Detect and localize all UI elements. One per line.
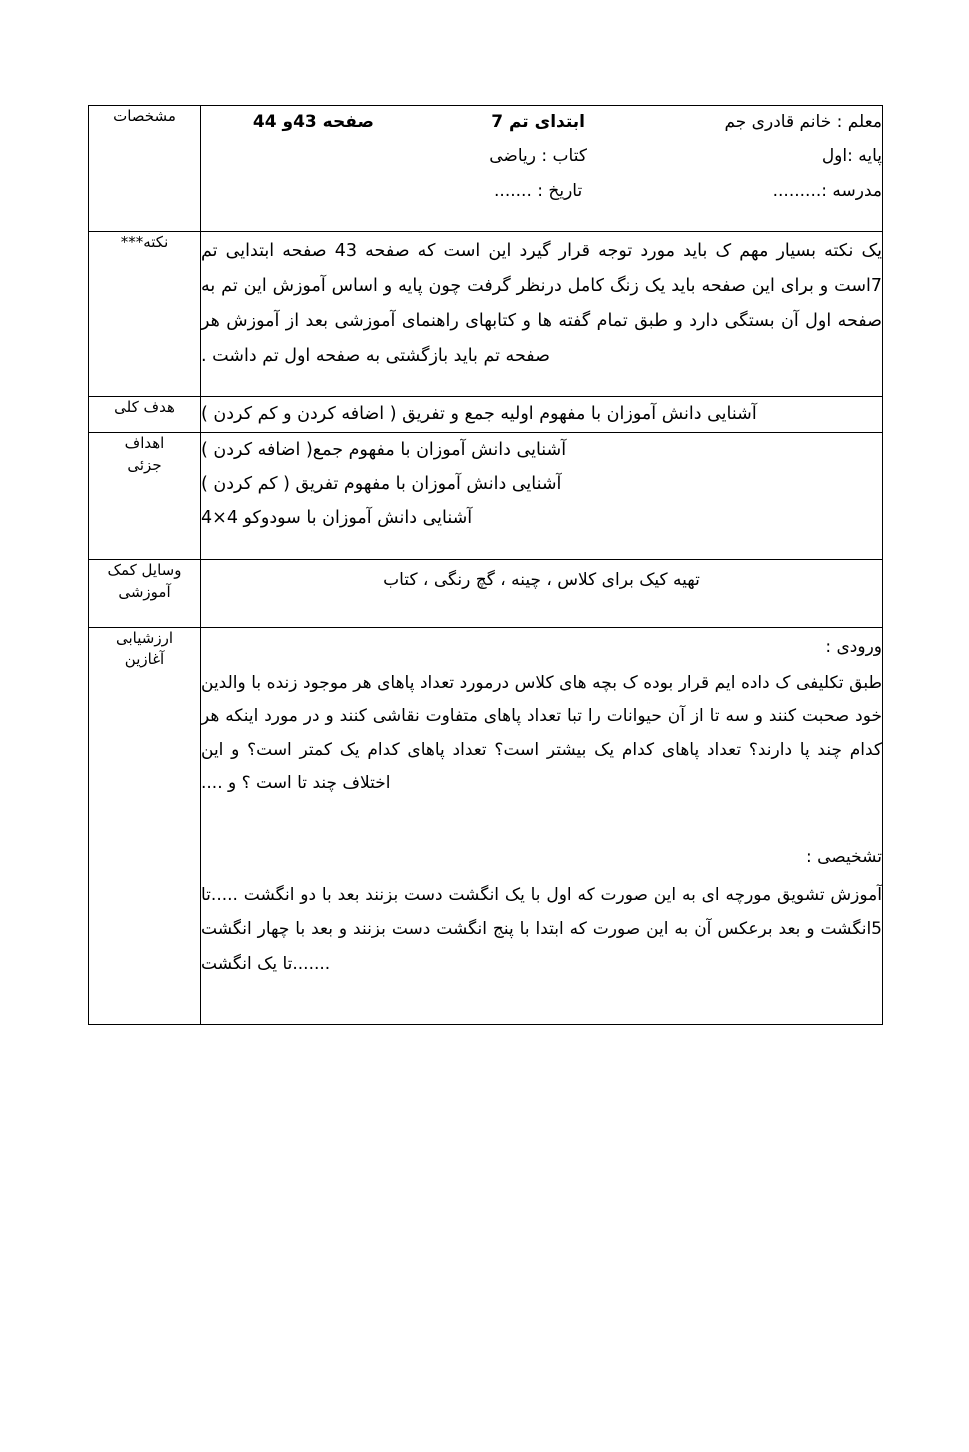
label-line: نکته***	[120, 232, 169, 251]
row-label-initial-evaluation	[89, 627, 201, 1024]
general-goal-text: آشنایی دانش آموزان با مفهوم اولیه جمع و تفریق ( اضافه کردن و کم کردن )	[201, 403, 757, 424]
grade-level: پایه :اول	[821, 146, 882, 167]
page-numbers: صفحه 43و 44	[252, 112, 374, 132]
note-text: یک نکته بسیار مهم ک باید مورد توجه قرار گیرد این است که صفحه 43 صفحه ابتدایی تم 7است و برای این صفحه باید یک زنگ کامل درنظر گرفت چون پایه و اساس آموزش این تم به صفحه اول آن بستگی دارد و طبق تمام گفته ها و کتابهای راهنمای آموزشی بعد از آموزش هر صفحه تم باید بازگشتی به صفحه اول تم داشت .	[201, 240, 882, 366]
teacher-name: معلم : خانم قادری جم	[724, 112, 882, 132]
label-line: جزئی	[127, 455, 162, 474]
teaching-aids-bottom-space	[201, 597, 882, 627]
theme-start: ابتدای تم 7	[491, 112, 585, 132]
objective-item: آشنایی دانش آموزان با مفهوم جمع( اضافه کردن )	[201, 439, 567, 460]
partial-objectives-content-cell	[201, 432, 883, 559]
label-line: وسایل کمک	[107, 561, 182, 580]
label-line: مشخصات	[113, 107, 176, 125]
label-line: اهداف	[124, 433, 165, 452]
row-label-identification	[89, 106, 201, 232]
identification-row-2	[201, 140, 882, 172]
label-line: آغازین	[124, 650, 165, 669]
table-row-initial-evaluation	[89, 627, 883, 1024]
lesson-plan-table	[88, 105, 883, 1025]
table-row-partial-objectives	[89, 432, 883, 559]
label-line: ارزشیابی	[116, 628, 173, 647]
evaluation-entry-text: طبق تکلیفی ک داده ایم قرار بوده ک بچه های کلاس درمورد تعداد پاهای هر موجود زنده با والدین خود صحبت کنند و سه تا از آن حیوانات را تبا تعداد پاهای متفاوت نقاشی کنند و در مورد اینکه هر کدام چند پا دارند؟ تعداد پاهای کدام یک بیشتر است؟ تعداد پاهای کدام یک کمتر است؟ و این اختلاف چند تا است ؟ و ....	[201, 673, 882, 793]
note-bottom-space	[201, 374, 882, 396]
evaluation-section-entry	[201, 628, 882, 800]
table-row-general-goal	[89, 396, 883, 432]
evaluation-diagnostic-text: آموزش تشویق مورچه ای به این صورت که اول با یک انگشت دست بزنند بعد با دو انگشت .....تا 5انگشت و بعد برعکس آن به این صورت که ابتدا با پنج انگشت دست بزنند و بعد با چهار انگشت .......تا یک انگشت	[201, 884, 882, 975]
evaluation-section-diagnostic	[201, 838, 882, 982]
evaluation-diagnostic-heading: تشخیصی :	[805, 846, 882, 867]
table-row-teaching-aids	[89, 560, 883, 627]
row-label-note	[89, 231, 201, 396]
row-label-general-goal	[89, 396, 201, 432]
note-content-cell	[201, 231, 883, 396]
identification-row-3	[201, 175, 882, 207]
initial-evaluation-content-cell	[201, 627, 883, 1024]
book-name: کتاب : ریاضی	[489, 146, 587, 167]
table-row-identification	[89, 106, 883, 232]
teaching-aids-text: تهیه کیک برای کلاس ، چینه ، گچ رنگی ، کتاب	[383, 570, 700, 591]
objectives-bottom-space	[201, 535, 882, 559]
label-line: آموزشی	[118, 583, 171, 602]
objective-item: آشنایی دانش آموزان با سودوکو 4×4	[201, 508, 473, 529]
identification-bottom-space	[201, 209, 882, 231]
evaluation-entry-heading: ورودی :	[825, 636, 882, 657]
evaluation-section-gap	[201, 800, 882, 838]
identification-content-cell	[201, 106, 883, 232]
table-row-note	[89, 231, 883, 396]
label-line: هدف کلی	[114, 397, 175, 416]
objective-item: آشنایی دانش آموزان با مفهوم تفریق ( کم کردن )	[201, 474, 562, 495]
evaluation-bottom-space	[201, 982, 882, 1024]
identification-row-1	[201, 106, 882, 138]
row-label-teaching-aids	[89, 560, 201, 627]
identification-grid	[201, 106, 882, 231]
school-name: مدرسه :.........	[772, 180, 882, 201]
general-goal-content-cell	[201, 396, 883, 432]
teaching-aids-content-cell	[201, 560, 883, 627]
lesson-date: تاریخ : .......	[494, 180, 583, 201]
row-label-partial-objectives	[89, 432, 201, 559]
